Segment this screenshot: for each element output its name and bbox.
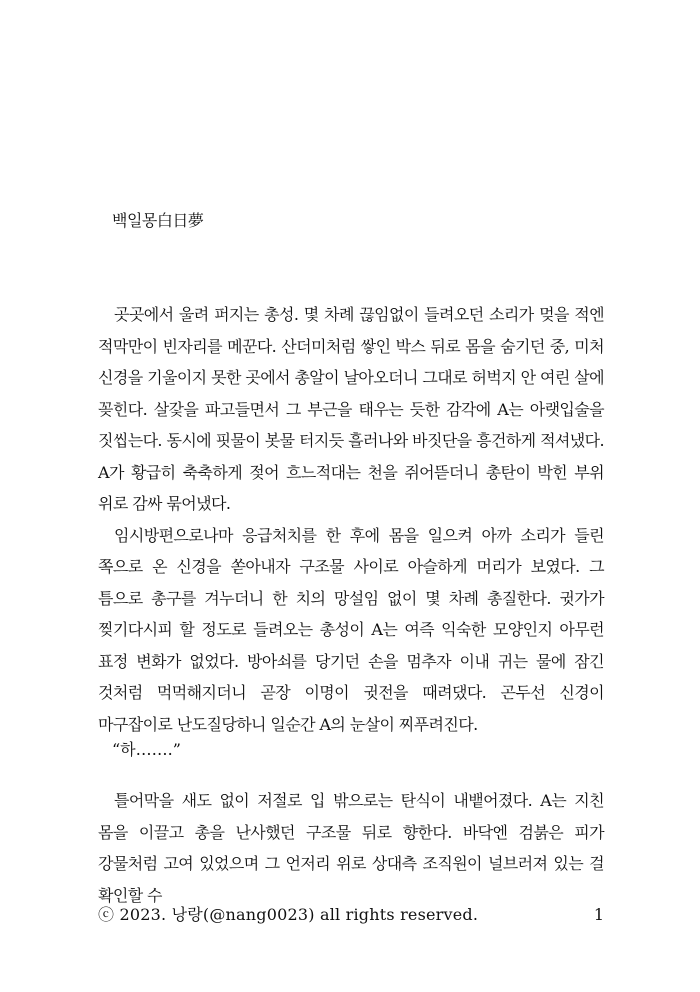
body-text-section-2: [98, 785, 604, 911]
paragraph: 틀어막을 새도 없이 저절로 입 밖으로는 탄식이 내뱉어졌다. A는 지친 몸을 이끌고 총을 난사했던 구조물 뒤로 향한다. 바닥엔 검붉은 피가 강물처럼 고여 있었으며 그 언저리 위로 상대측 조직원이 널브러져 있는 걸 확인할 수: [98, 791, 604, 905]
dialogue-line: “하…….”: [112, 740, 181, 759]
body-text-section-1: [98, 299, 604, 740]
copyright-notice: ⓒ 2023. 낭랑(@nang0023) all rights reserved.: [98, 905, 479, 924]
chapter-title: 백일몽白日夢: [112, 211, 204, 230]
paragraph: 곳곳에서 울려 퍼지는 총성. 몇 차례 끊임없이 들려오던 소리가 멎을 적엔 적막만이 빈자리를 메꾼다. 산더미처럼 쌓인 박스 뒤로 몸을 숨기던 중, 미처 신경을 기울이지 못한 곳에서 총알이 날아오더니 그대로 허벅지 안 여린 살에 꽂힌다. 살갗을 파고들면서 그 부근을 태우는 듯한 감각에 A는 아랫입술을 짓씹는다. 동시에 핏물이 봇물 터지듯 흘러나와 바짓단을 흥건하게 적셔냈다. A가 황급히 축축하게 젖어 흐느적대는 천을 쥐어뜯더니 총탄이 박힌 부위 위로 감싸 묶어냈다.: [98, 305, 604, 513]
paragraph: 임시방편으로나마 응급처치를 한 후에 몸을 일으켜 아까 소리가 들린 쪽으로 온 신경을 쏟아내자 구조물 사이로 아슬하게 머리가 보였다. 그 틈으로 총구를 겨누더니 한 치의 망설임 없이 몇 차례 총질한다. 귓가가 찢기다시피 할 정도로 들려오는 총성이 A는 여즉 익숙한 모양인지 아무런 표정 변화가 없었다. 방아쇠를 당기던 손을 멈추자 이내 귀는 물에 잠긴 것처럼 먹먹해지더니 곧장 이명이 귓전을 때려댔다. 곤두선 신경이 마구잡이로 난도질당하니 일순간 A의 눈살이 찌푸려진다.: [98, 525, 604, 734]
page-number: 1: [593, 905, 604, 924]
